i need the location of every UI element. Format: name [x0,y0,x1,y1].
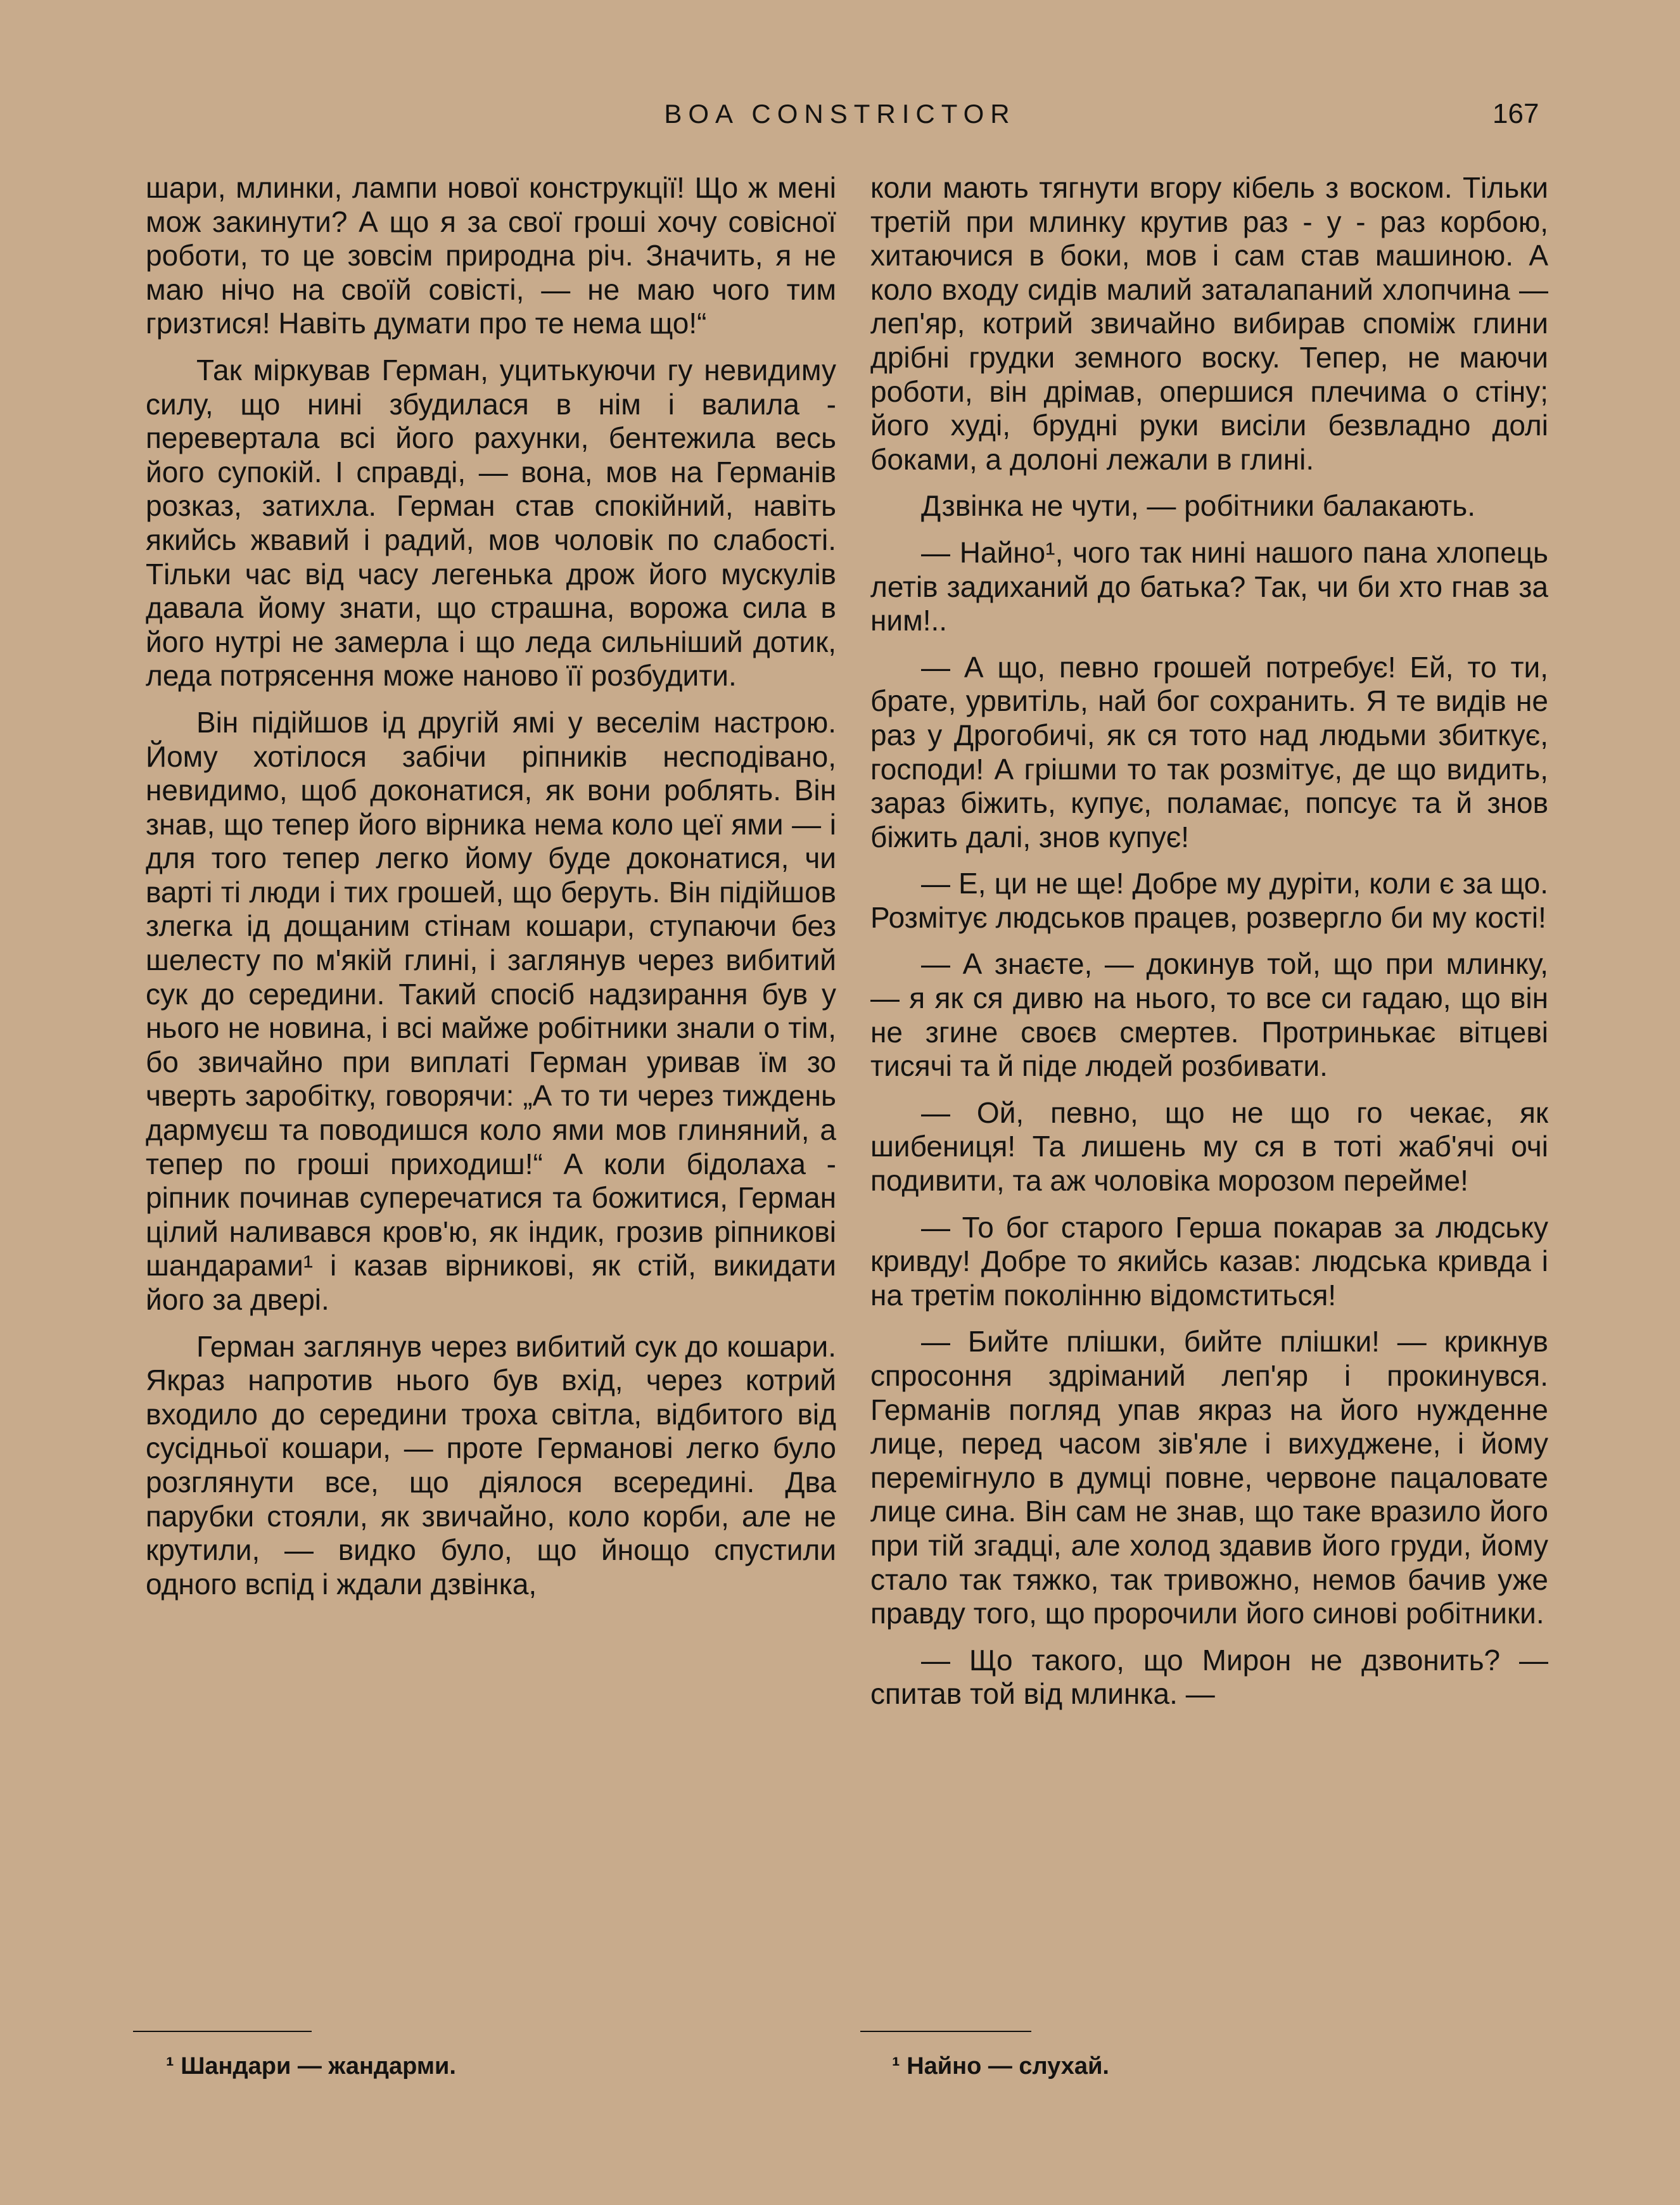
paragraph: — Бийте плішки, бийте плішки! — крикнув спросоння здріманий леп'яр і прокинувся. Германів погляд упав якраз на його нужденне лице, перед часом зів'яле і вихуджене, і йому перемігнуло в думці повне, червоне пацаловате лице сина. Він сам не знав, що таке вразило його при тій згадці, але холод здавив його груди, йому стало так тяжко, так тривожно, немов бачив уже правду того, що пророчили його синові робітники. [870,1325,1548,1630]
page-number: 167 [1492,98,1539,129]
paragraph: — А що, певно грошей потребує! Ей, то ти, брате, урвитіль, най бог сохранить. Я те видів не раз у Дрогобичі, як ся тото над людьми збиткує, господи! А грішми то так розмітує, де що видить, зараз біжить, купує, поламає, попсує та й знов біжить далі, знов купує! [870,650,1548,853]
footnote-right: ¹ Найно — слухай. [892,2053,1109,2080]
paragraph: Герман заглянув через вибитий сук до кошари. Якраз напротив нього був вхід, через котрий входило до середини троха світла, відбитого від сусідньої кошари, — проте Германові легко було розглянути все, що діялося всередині. Два парубки стояли, як звичайно, коло корби, але не крутили, — видко було, що йнощо спустили одного вспід і ждали дзвінка, [146,1329,836,1601]
paragraph: — То бог старого Герша покарав за людську кривду! Добре то якийсь казав: людська кривда і на третім поколінню відомститься! [870,1210,1548,1312]
running-title: BOA CONSTRICTOR [664,99,1016,129]
paragraph: Дзвінка не чути, — робітники балакають. [921,489,1475,523]
left-column [146,171,836,1601]
paragraph: — Найно¹, чого так нині нашого пана хлопець летів задиханий до батька? Так, чи би хто гнав за ним!.. [870,535,1548,637]
footnote-rule [860,2031,1031,2032]
paragraph: Він підійшов ід другій ямі у веселім настрою. Йому хотілося забічи ріпників несподівано, невидимо, щоб доконатися, як вони роблять. Він знав, що тепер його вірника нема коло цеї ями — і для того тепер легко йому буде доконатися, чи варті ті люди і тих грошей, що беруть. Він підійшов злегка ід дощаним стінам кошари, ступаючи без шелесту по м'якій глині, і заглянув через вибитий сук до середини. Такий спосіб надзирання був у нього не новина, і всі майже робітники знали о тім, бо звичайно при виплаті Герман уривав їм зо чверть заробітку, говорячи: „А то ти через тиждень дармуєш та поводишся коло ями мов глиняний, а тепер по гроші приходиш!“ А коли бідолаха - ріпник починав суперечатися та божитися, Герман цілий наливався кров'ю, як індик, грозив ріпникові шандарами¹ і казав вірникові, як стій, викидати його за двері. [146,705,836,1316]
right-column [870,171,1548,1711]
paragraph: — Е, ци не ще! Добре му дуріти, коли є за що. Розмітує людськов працев, розвергло би му кості! [870,867,1548,934]
paragraph: коли мають тягнути вгору кібель з воском. Тільки третій при млинку крутив раз - у - раз корбою, хитаючися в боки, мов і сам став машиною. А коло входу сидів малий заталапаний хлопчина — леп'яр, котрий звичайно вибирав споміж глини дрібні грудки земного воску. Тепер, не маючи роботи, він дрімав, опершися плечима о стіну; його худі, брудні руки висіли безвладно долі боками, а долоні лежали в глині. [870,171,1548,476]
paragraph: Так міркував Герман, уцитькуючи гу невидиму силу, що нині збудилася в нім і валила - перевертала всі його рахунки, бентежила весь його супокій. І справді, — вона, мов на Германів розказ, затихла. Герман став спокійний, навіть якийсь жвавий і радий, мов чоловік по слабості. Тільки час від часу легенька дрож його мускулів давала йому знати, що страшна, ворожа сила в його нутрі не замерла і що леда сильніший дотик, леда потрясення може наново її розбудити. [146,353,836,693]
paragraph: — Ой, певно, що не що го чекає, як шибениця! Та лишень му ся в тоті жаб'ячі очі подивити, та аж чоловіка морозом перейме! [870,1096,1548,1198]
footnote-rule [133,2031,312,2032]
paragraph: шари, млинки, лампи нової конструкції! Що ж мені мож закинути? А що я за свої гроші хочу совісної роботи, то це зовсім природна річ. Значить, я не маю нічо на своїй совісті, — не маю чого тим гризтися! Навіть думати про те нема що!“ [146,171,836,340]
paragraph: — А знаєте, — докинув той, що при млинку, — я як ся дивю на нього, то все си гадаю, що він не згине своєв смертев. Протринькає вітцеві тисячі та й піде людей розбивати. [870,947,1548,1083]
paragraph: — Що такого, що Мирон не дзвонить? — спитав той від млинка. — [870,1643,1548,1711]
footnote-left: ¹ Шандари — жандарми. [166,2053,456,2080]
